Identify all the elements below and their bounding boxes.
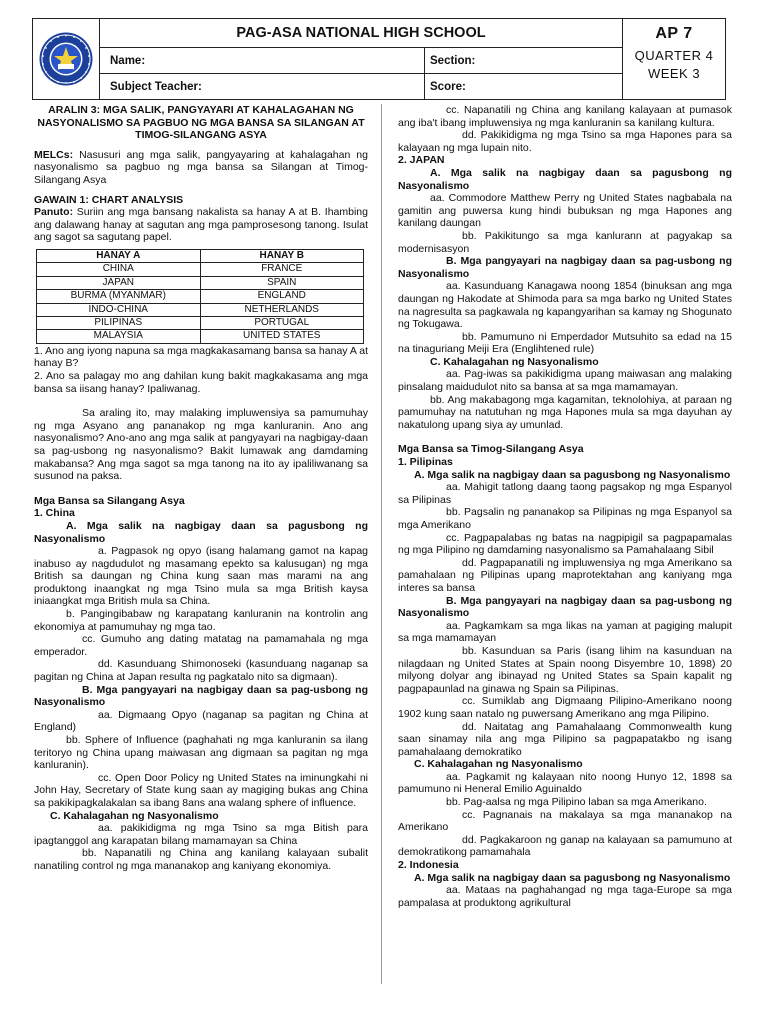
gawain-heading: GAWAIN 1: CHART ANALYSIS (34, 193, 184, 206)
list-item: bb. Kasunduan sa Paris (isang lihim na kasunduan na nilagdaan ng United States at Spain noong Disyembre 10, 1898) 20 milyong dolyar ang ibinayad ng United States sa Spain kapalit ng pagpapaunlad na ginawa ng Spain sa Pilipinas. (398, 644, 732, 695)
subject-box (622, 19, 725, 99)
table-cell: SPAIN (200, 276, 364, 289)
list-item: bb. Pag-aalsa ng mga Pilipino laban sa mga Amerikano. (446, 796, 707, 809)
table-cell: JAPAN (37, 276, 201, 289)
section-heading-east-asia: Mga Bansa sa Silangang Asya (34, 494, 185, 507)
subject-teacher-field[interactable]: Subject Teacher: (100, 74, 425, 99)
ph-events-heading: B. Mga pangyayari na nagbigay daan sa pag-usbong ng Nasyonalismo (398, 594, 732, 620)
list-item: cc. Pagpapalabas ng batas na nagpipigil sa pagpapamalas ng mga Pilipino ng damdaming nasyonalismo sa Pamahalaang Sibil (398, 531, 732, 557)
table-header-row (37, 249, 364, 262)
table-cell: PILIPINAS (37, 316, 201, 329)
china-heading: 1. China (34, 507, 75, 520)
list-item: a. Pagpasok ng opyo (isang halamang gamot na kapag inabuso ay nagdudulot ng masamang epekto sa kalusugan) ng mga British sa daungan ng China kung saan mas marami na ang produktong inaangkat ng mga Tsino mula sa mga British kaysa iniaangkat mga British mula sa China. (34, 545, 368, 608)
list-item: aa. Pagkamkam sa mga likas na yaman at pagiging malupit sa mga mamamayan (398, 619, 732, 645)
table-cell: CHINA (37, 263, 201, 276)
china-importance-heading: C. Kahalagahan ng Nasyonalismo (50, 809, 219, 822)
indonesia-heading: 2. Indonesia (398, 859, 459, 872)
hanay-table (36, 249, 364, 344)
teacher-row (100, 74, 622, 99)
ph-importance-heading: C. Kahalagahan ng Nasyonalismo (414, 758, 583, 771)
list-item: dd. Pakikidigma ng mga Tsino sa mga Hapones para sa kalayaan ng mga lupain nito. (398, 129, 732, 154)
school-seal-cell (33, 19, 100, 99)
question-1: 1. Ano ang iyong napuna sa mga magkakasamang bansa sa hanay A at hanay B? (34, 344, 368, 370)
table-cell: BURMA (MYANMAR) (37, 290, 201, 303)
list-item: cc. Pagnanais na makalaya sa mga mananakop na Amerikano (398, 808, 732, 834)
list-item: bb. Pagsalin ng pananakop sa Pilipinas ng mga Espanyol sa mga Amerikano (398, 506, 732, 531)
table-cell: FRANCE (200, 263, 364, 276)
lesson-title: ARALIN 3: MGA SALIK, PANGYAYARI AT KAHALAGAHAN NG NASYONALISMO SA PAGBUO NG MGA BANSA SA SILANGAN AT TIMOG-SILANGANG ASYA (37, 104, 365, 142)
melcs-paragraph: MELCs: Nasusuri ang mga salik, pangyayaring at kahalagahan ng nasyonalismo sa pagbuo ng mga bansa sa Silangan at Timog-Silangang Asya (34, 148, 368, 186)
list-item: aa. Mataas na paghahangad ng mga taga-Europe sa mga pampalasa at produktong agrikultural (398, 884, 732, 909)
list-item: aa. Commodore Matthew Perry ng United States nagbabala na gamitin ang puwersa kung hindi bubuksan ng mga Hapones ang kanilang daungan (398, 192, 732, 230)
table-cell: NETHERLANDS (200, 303, 364, 316)
section-field[interactable]: Section: (430, 54, 476, 67)
table-row (37, 276, 364, 289)
list-item: aa. Digmaang Opyo (naganap sa pagitan ng China at England) (34, 708, 368, 734)
list-item: bb. Sphere of Influence (paghahati ng mga kanluranin sa ilang teritoryo ng China upang maiwasan ang digmaan sa pagitan ng mga kanluranin). (34, 734, 368, 772)
list-item: cc. Sumiklab ang Digmaang Pilipino-Amerikano noong 1902 kung saan natalo ng puwersang Amerikano ang mga Pilipino. (398, 695, 732, 720)
list-item: cc. Gumuho ang dating matatag na pamamahala ng mga emperador. (34, 633, 368, 658)
score-field[interactable]: Score: (430, 80, 466, 93)
list-item: aa. Mahigit tatlong daang taong pagsakop ng mga Espanyol sa Pilipinas (398, 481, 732, 506)
japan-heading: 2. JAPAN (398, 154, 445, 167)
list-item: bb. Pamumuno ni Emperdador Mutsuhito sa edad na 15 na tinaguriang Meiji Era (Englihtened rule) (398, 330, 732, 356)
japan-importance-heading: C. Kahalagahan ng Nasyonalismo (430, 355, 599, 368)
column-divider (381, 104, 382, 984)
list-item: cc. Open Door Policy ng United States na iminungkahi ni John Hay, Secretary of State kung saan ay magiging bukas ang China sa pakikipagkalakalan sa ibang 8ans ana walang sphere of influence. (34, 771, 368, 809)
school-seal-icon (38, 31, 94, 87)
list-item: bb. Ang makabagong mga kagamitan, teknolohiya, at paraan ng pamumuhay na natutuhan ng mga Hapones mula sa mga dayuhan ay nakatulong upang siya ay umunlad. (398, 393, 732, 431)
japan-events-heading: B. Mga pangyayari na nagbigay daan sa pag-usbong ng Nasyonalismo (398, 255, 732, 280)
school-name: PAG-ASA NATIONAL HIGH SCHOOL (100, 19, 622, 48)
table-cell: MALAYSIA (37, 330, 201, 343)
week-label: WEEK 3 (647, 66, 701, 81)
name-field[interactable]: Name: (100, 48, 425, 73)
list-item: dd. Pagpapanatili ng impluwensiya ng mga Amerikano sa pamahalaan ng Pilipinas upang maprotektahan ang kaniyang mga interes sa bansa (398, 556, 732, 594)
right-column (398, 104, 732, 909)
list-item: aa. pakikidigma ng mga Tsino sa mga Bitish para ipagtanggol ang karapatan bilang mamamayan sa China (34, 822, 368, 847)
table-cell: PORTUGAL (200, 316, 364, 329)
table-row (37, 263, 364, 276)
china-events-heading: B. Mga pangyayari na nagbigay daan sa pag-usbong ng Nasyonalismo (34, 683, 368, 709)
header-info (100, 19, 622, 99)
table-row (37, 290, 364, 303)
table-cell: INDO-CHINA (37, 303, 201, 316)
quarter-label: QUARTER 4 (634, 48, 714, 63)
table-cell: UNITED STATES (200, 330, 364, 343)
list-item: bb. Pakikitungo sa mga kanlurann at pagyakap sa modernisasyon (398, 229, 732, 255)
table-header-b: HANAY B (200, 249, 364, 262)
philippines-heading: 1. Pilipinas (398, 456, 453, 469)
subject-code: AP 7 (655, 25, 693, 42)
table-header-a: HANAY A (37, 249, 201, 262)
question-2: 2. Ano sa palagay mo ang dahilan kung bakit magkakasama ang mga bansa sa iisang hanay? Ipaliwanag. (34, 369, 368, 395)
list-item: aa. Pag-iwas sa pakikidigma upang maiwasan ang malaking pinsalang maidudulot nito sa bansa at sa mga mamamayan. (398, 368, 732, 394)
list-item: aa. Kasunduang Kanagawa noong 1854 (binuksan ang mga daungan ng Hakodate at Shimoda para sa mga barko ng United States na nagresulta sa pagkawala ng kapangyarihan sa kamay ng Shogunato ng Tokugawa. (398, 280, 732, 331)
china-factors-heading: A. Mga salik na nagbigay daan sa pagusbong ng Nasyonalismo (34, 519, 368, 545)
list-item: bb. Napanatili ng China ang kanilang kalayaan subalit nanatiling control ng mga mananakop ang kaniyang ekonomiya. (34, 847, 368, 872)
table-row (37, 303, 364, 316)
list-item: cc. Napanatili ng China ang kanilang kalayaan at pumasok ang iba't ibang impluwensiya ng mga kanluranin sa kanilang kultura. (398, 104, 732, 129)
ph-factors-heading: A. Mga salik na nagbigay daan sa pagusbong ng Nasyonalismo (414, 468, 731, 481)
list-item: dd. Naitatag ang Pamahalaang Commonwealth kung saan sinamay nila ang mga Pilipino sa pagpapatakbo ng isang pamahalaang demokratiko (398, 720, 732, 758)
list-item: aa. Pagkamit ng kalayaan nito noong Hunyo 12, 1898 sa pamumuno ni Heneral Emilio Aguinaldo (398, 770, 732, 796)
table-row (37, 330, 364, 343)
list-item: b. Pangingibabaw ng karapatang kanluranin na kontrolin ang ekonomiya at pamumuhay ng mga tao. (34, 608, 368, 633)
section-heading-southeast-asia: Mga Bansa sa Timog-Silangang Asya (398, 443, 584, 456)
panuto-paragraph: Panuto: Suriin ang mga bansang nakalista sa hanay A at B. Ihambing ang dalawang hanay at sagutan ang mga pamprosesong tanong. Isulat ang sagot sa sagutang papel. (34, 206, 368, 244)
intro-paragraph: Sa araling ito, may malaking impluwensiya sa pamumuhay ng mga Asyano ang pananakop ng mga kanluranin. Ano ang nasyonalismo? Ano-ano ang mga salik at pangyayari na nagbigay-daan sa pag-usbong ng nasyonalismo? Bakit lumawak ang damdaming makabansa? Ang mga sagot sa mga tanong na ito ay ipaliliwanang sa susunod na paksa. (34, 407, 368, 483)
table-row (37, 316, 364, 329)
japan-factors-heading: A. Mga salik na nagbigay daan sa pagusbong ng Nasyonalismo (398, 166, 732, 192)
table-cell: ENGLAND (200, 290, 364, 303)
list-item: dd. Kasunduang Shimonoseki (kasunduang naganap sa pagitan ng China at Japan resulta ng pagkatalo nito sa digmaan). (34, 658, 368, 684)
left-column (34, 104, 368, 873)
worksheet-header (32, 18, 726, 100)
list-item: dd. Pagkakaroon ng ganap na kalayaan sa pamumuno at demokratikong pamamahala (398, 833, 732, 859)
indo-factors-heading: A. Mga salik na nagbigay daan sa pagusbong ng Nasyonalismo (414, 871, 731, 884)
name-row (100, 48, 622, 74)
